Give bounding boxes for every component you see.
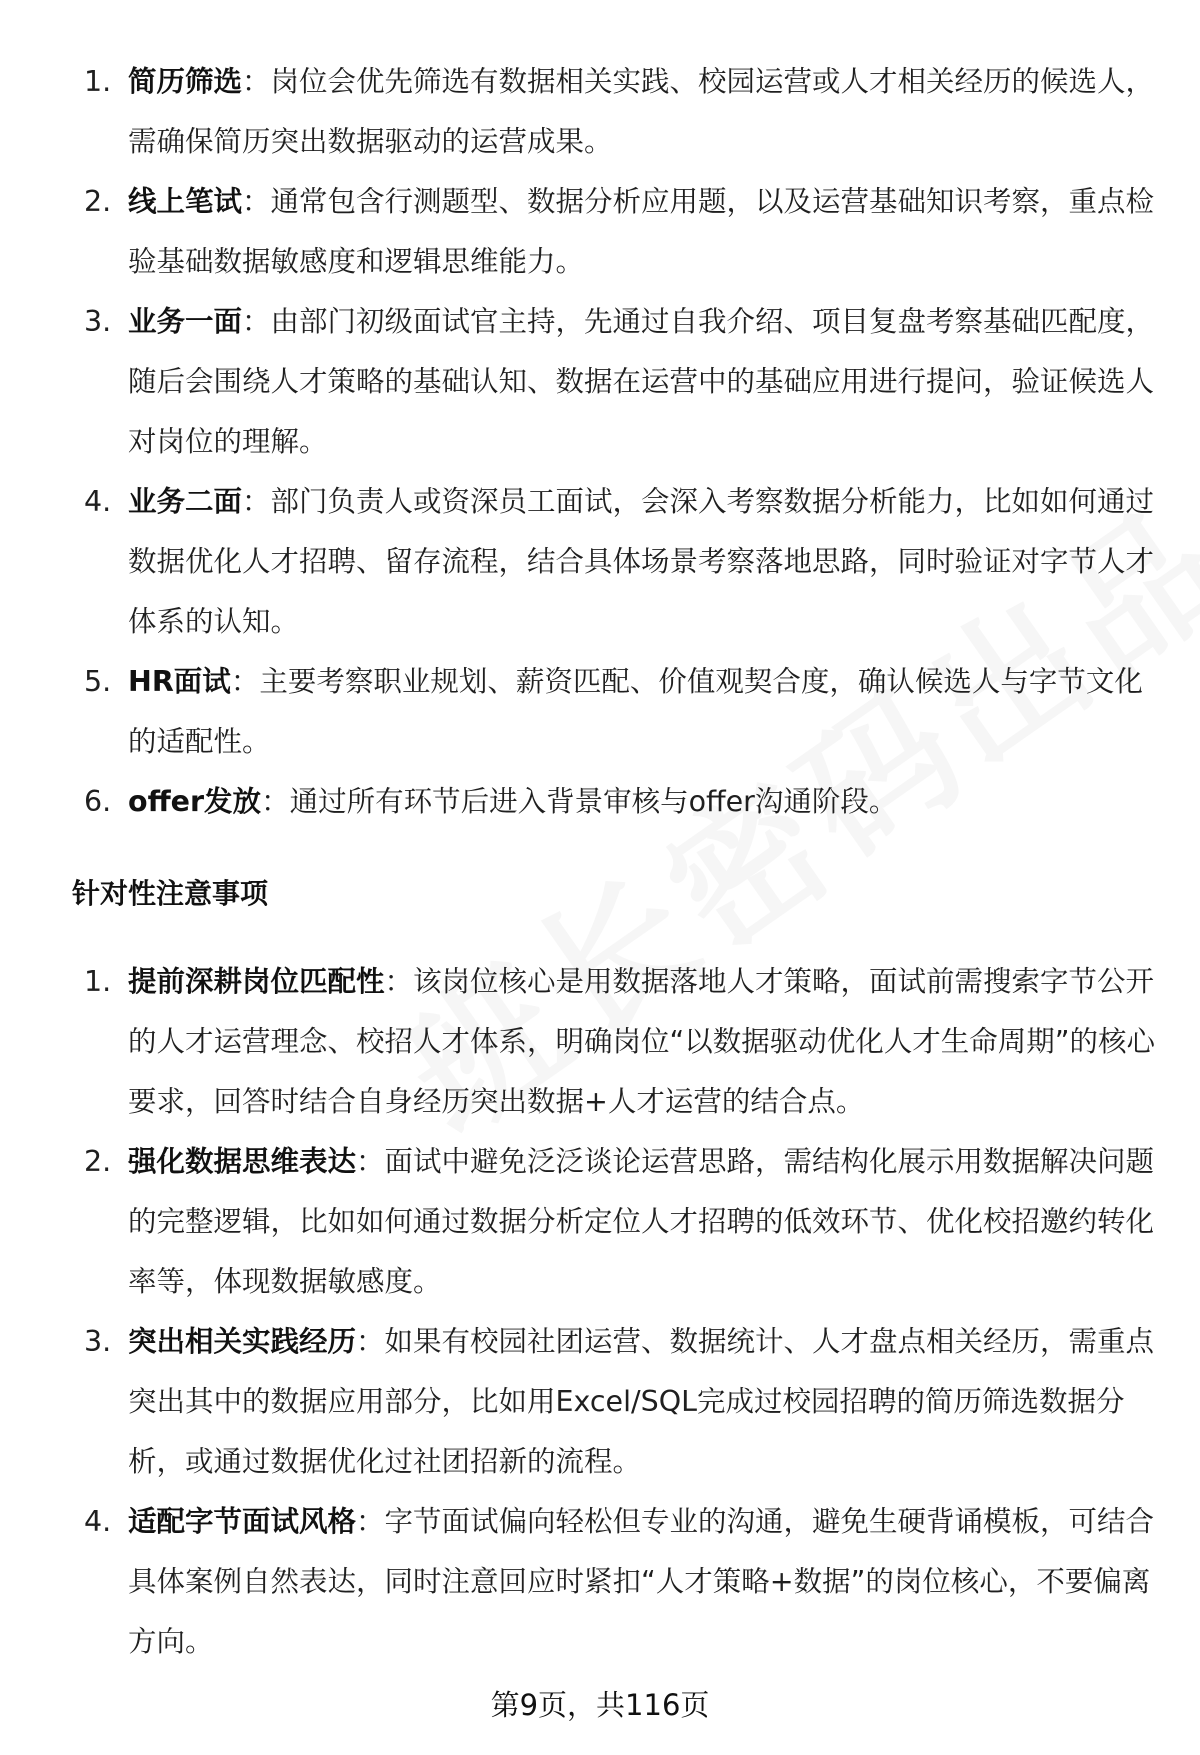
list-item-text: 通过所有环节后进入背景审核与offer沟通阶段。 [289, 785, 898, 818]
list-number: 4. [84, 485, 112, 518]
list-item-separator: ： [242, 65, 271, 98]
list-item-term: 线上笔试 [128, 185, 243, 218]
tip-item [0, 1492, 1200, 1672]
list-number: 5. [84, 665, 112, 698]
list-item-text: 岗位会优先筛选有数据相关实践、校园运营或人才相关经历的候选人，需确保简历突出数据驱动的运营成果。 [128, 65, 1155, 158]
list-item-separator: ： [356, 1505, 385, 1538]
list-item-term: HR面试 [128, 665, 231, 698]
list-item-term: 强化数据思维表达 [128, 1145, 357, 1178]
list-number: 4. [84, 1505, 112, 1538]
list-item-text: 如果有校园社团运营、数据统计、人才盘点相关经历，需重点突出其中的数据应用部分，比如用Excel/SQL完成过校园招聘的简历筛选数据分析，或通过数据优化过社团招新的流程。 [128, 1325, 1155, 1478]
list-item-separator: ： [356, 1145, 385, 1178]
list-item-separator: ： [384, 965, 414, 998]
list-item-text: 字节面试偏向轻松但专业的沟通，避免生硬背诵模板，可结合具体案例自然表达，同时注意回应时紧扣“人才策略+数据”的岗位核心，不要偏离方向。 [128, 1505, 1155, 1658]
list-item-term: 提前深耕岗位匹配性 [128, 965, 385, 998]
process-step [0, 52, 1200, 172]
list-item-text: 由部门初级面试官主持，先通过自我介绍、项目复盘考察基础匹配度，随后会围绕人才策略的基础认知、数据在运营中的基础应用进行提问，验证候选人对岗位的理解。 [128, 305, 1155, 458]
list-item-separator: ： [242, 485, 271, 518]
process-step [0, 472, 1200, 652]
list-item-term: 适配字节面试风格 [128, 1505, 357, 1538]
list-number: 6. [84, 785, 112, 818]
process-step [0, 772, 1200, 832]
list-item-separator: ： [230, 665, 260, 698]
list-number: 3. [84, 305, 112, 338]
list-item-term: 业务二面 [128, 485, 243, 518]
process-step [0, 172, 1200, 292]
tip-item [0, 952, 1200, 1132]
tips-list [0, 952, 1200, 1672]
list-item-separator: ： [261, 785, 290, 818]
process-list [0, 52, 1200, 832]
list-item-text: 该岗位核心是用数据落地人才策略，面试前需搜索字节公开的人才运营理念、校招人才体系，明确岗位“以数据驱动优化人才生命周期”的核心要求，回答时结合自身经历突出数据+人才运营的结合点。 [128, 965, 1156, 1118]
process-step [0, 652, 1200, 772]
list-number: 3. [84, 1325, 112, 1358]
list-number: 2. [84, 185, 112, 218]
tip-item [0, 1132, 1200, 1312]
list-item-term: 突出相关实践经历 [128, 1325, 357, 1358]
tip-item [0, 1312, 1200, 1492]
section-title: 针对性注意事项 [72, 877, 269, 910]
process-step [0, 292, 1200, 472]
list-item-text: 面试中避免泛泛谈论运营思路，需结构化展示用数据解决问题的完整逻辑，比如如何通过数据分析定位人才招聘的低效环节、优化校招邀约转化率等，体现数据敏感度。 [128, 1145, 1155, 1298]
list-item-term: offer发放 [128, 785, 262, 818]
list-item-term: 简历筛选 [128, 65, 243, 98]
list-item-separator: ： [242, 305, 271, 338]
list-item-text: 通常包含行测题型、数据分析应用题，以及运营基础知识考察，重点检验基础数据敏感度和逻辑思维能力。 [128, 185, 1155, 278]
list-item-text: 主要考察职业规划、薪资匹配、价值观契合度，确认候选人与字节文化的适配性。 [128, 665, 1143, 758]
list-number: 1. [84, 965, 112, 998]
list-item-separator: ： [242, 185, 271, 218]
list-item-separator: ： [356, 1325, 385, 1358]
list-item-text: 部门负责人或资深员工面试，会深入考察数据分析能力，比如如何通过数据优化人才招聘、留存流程，结合具体场景考察落地思路，同时验证对字节人才体系的认知。 [128, 485, 1155, 638]
list-number: 2. [84, 1145, 112, 1178]
list-item-term: 业务一面 [128, 305, 243, 338]
list-number: 1. [84, 65, 112, 98]
page-footer: 第9页，共116页 [490, 1688, 710, 1722]
